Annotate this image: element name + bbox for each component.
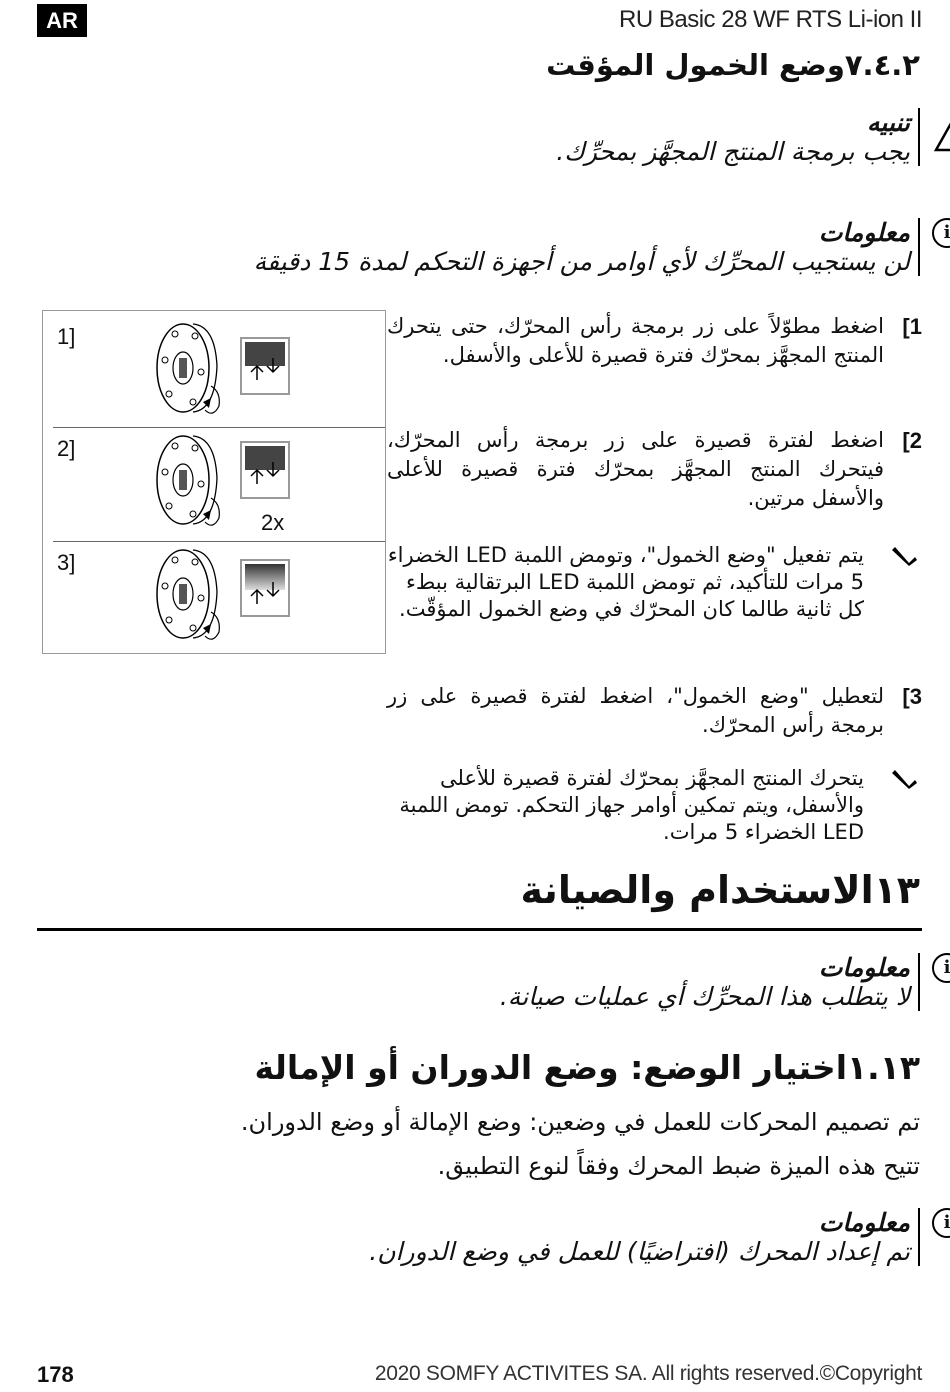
warning-text: يجب برمجة المنتج المجهَّز بمحرِّك.	[556, 137, 910, 166]
section-heading-13: ١٣الاستخدام والصيانة	[520, 868, 920, 912]
figure-row	[53, 427, 385, 539]
figure-row-label: 3]	[57, 550, 76, 575]
result-check-icon	[891, 767, 917, 798]
step-text: اضغط لفترة قصيرة على زر برمجة رأس المحرّك، فيتحرك المنتج المجهَّز بمحرّك فترة قصيرة للأعلى والأسفل مرتين.	[387, 428, 884, 510]
press-twice-badge: 2x	[261, 510, 285, 535]
language-badge: AR	[37, 4, 87, 37]
step-number: 3]	[902, 684, 922, 709]
info-text: لا يتطلب هذا المحرِّك أي عمليات صيانة.	[499, 982, 910, 1011]
info-note-standby	[253, 218, 950, 276]
step-1	[387, 312, 922, 370]
info-text: تم إعداد المحرك (افتراضيًا) للعمل في وضع الدوران.	[369, 1237, 910, 1266]
step-text: اضغط مطوّلاً على زر برمجة رأس المحرّك، حتى يتحرك المنتج المجهَّز بمحرّك فترة قصيرة للأعلى والأسفل.	[387, 314, 884, 367]
figure-row	[53, 541, 385, 653]
figure-row-label: 2]	[57, 436, 76, 461]
warning-title: تنبيه	[867, 108, 910, 137]
figure-row	[53, 316, 385, 428]
step-number: 1]	[902, 314, 922, 339]
info-icon: i	[932, 1208, 950, 1238]
step-3	[387, 682, 922, 740]
figure-row-label: 1]	[57, 324, 76, 349]
motor-head-illustration	[133, 316, 293, 426]
info-title: معلومات	[818, 218, 910, 247]
info-title: معلومات	[818, 1208, 910, 1237]
paragraph: تتيح هذه الميزة ضبط المحرك وفقاً لنوع التطبيق.	[437, 1152, 920, 1180]
section-divider	[37, 928, 922, 931]
motor-head-illustration	[133, 542, 293, 652]
result-text: يتحرك المنتج المجهَّز بمحرّك لفترة قصيرة للأعلى والأسفل، ويتم تمكين أوامر جهاز التحكم. تومض اللمبة LED الخضراء 5 مرات.	[399, 766, 864, 844]
info-note-default-mode	[369, 1208, 950, 1266]
section-heading-13-1: ١.١٣اختيار الوضع: وضع الدوران أو الإمالة	[254, 1048, 920, 1087]
step-2	[387, 426, 922, 513]
info-icon: i	[932, 218, 950, 248]
info-note-maintenance	[499, 953, 950, 1011]
info-title: معلومات	[818, 953, 910, 982]
copyright-notice: 2020 SOMFY ACTIVITES SA. All rights reserved.©Copyright	[374, 1362, 922, 1385]
page-number: 178	[37, 1362, 74, 1387]
step-number: 2]	[902, 428, 922, 453]
paragraph: تم تصميم المحركات للعمل في وضعين: وضع الإمالة أو وضع الدوران.	[240, 1108, 920, 1136]
result-1	[387, 542, 922, 623]
warning-note	[540, 108, 920, 166]
result-check-icon	[891, 544, 917, 575]
procedure-figure	[42, 310, 386, 654]
info-text: لن يستجيب المحرِّك لأي أوامر من أجهزة التحكم لمدة 15 دقيقة	[253, 247, 910, 276]
document-title: RU Basic 28 WF RTS Li-ion II	[619, 6, 922, 33]
result-2	[387, 765, 922, 846]
step-text: لتعطيل "وضع الخمول"، اضغط لفترة قصيرة على زر برمجة رأس المحرّك.	[387, 684, 884, 737]
info-icon: i	[932, 953, 950, 983]
result-text: يتم تفعيل "وضع الخمول"، وتومض اللمبة LED الخضراء 5 مرات للتأكيد، ثم تومض اللمبة LED البرتقالية ببطء كل ثانية طالما كان المحرّك في وضع الخمول المؤقّت.	[387, 543, 864, 621]
section-heading-7-4-2: ٧.٤.٢وضع الخمول المؤقت	[546, 48, 920, 82]
warning-triangle-icon	[934, 116, 950, 156]
